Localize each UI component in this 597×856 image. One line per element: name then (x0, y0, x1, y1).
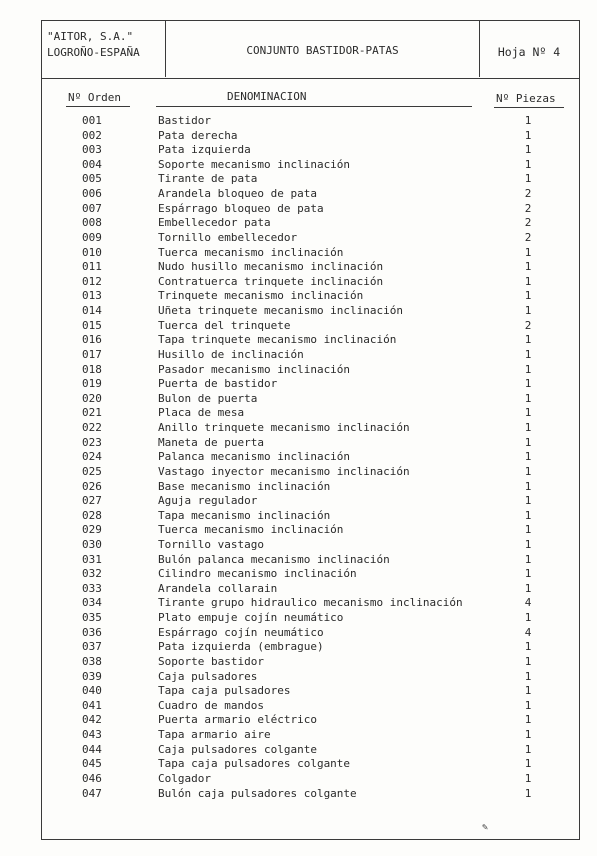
underline-piezas (494, 107, 564, 108)
table-row (0, 333, 597, 348)
row-piezas: 1 (524, 728, 532, 742)
table-row (0, 363, 597, 378)
row-piezas: 4 (524, 596, 532, 610)
row-orden: 008 (82, 216, 102, 230)
row-denominacion: Cilindro mecanismo inclinación (158, 567, 357, 581)
row-piezas: 2 (524, 201, 532, 215)
row-piezas: 4 (524, 625, 532, 639)
row-denominacion: Nudo husillo mecanismo inclinación (158, 260, 384, 274)
row-orden: 013 (82, 289, 102, 303)
table-row (0, 655, 597, 670)
row-denominacion: Plato empuje cojín neumático (158, 611, 344, 625)
row-denominacion: Tirante de pata (158, 172, 258, 186)
table-row (0, 172, 597, 187)
table-row (0, 202, 597, 217)
row-denominacion: Bulón caja pulsadores colgante (158, 786, 357, 800)
row-denominacion: Tornillo embellecedor (158, 230, 298, 244)
row-orden: 040 (82, 684, 102, 698)
row-piezas: 1 (524, 537, 532, 551)
row-piezas: 1 (524, 464, 532, 478)
table-row (0, 582, 597, 597)
table-row (0, 377, 597, 392)
table-row (0, 450, 597, 465)
row-orden: 030 (82, 537, 102, 551)
row-piezas: 1 (524, 757, 532, 771)
row-piezas: 1 (524, 479, 532, 493)
table-row (0, 509, 597, 524)
row-piezas: 2 (524, 230, 532, 244)
row-piezas: 1 (524, 333, 532, 347)
row-orden: 034 (82, 596, 102, 610)
row-piezas: 1 (524, 143, 532, 157)
row-piezas: 1 (524, 508, 532, 522)
row-piezas: 2 (524, 216, 532, 230)
table-row (0, 611, 597, 626)
row-orden: 023 (82, 435, 102, 449)
row-piezas: 1 (524, 640, 532, 654)
row-orden: 036 (82, 625, 102, 639)
row-piezas: 1 (524, 713, 532, 727)
row-piezas: 1 (524, 391, 532, 405)
table-row (0, 728, 597, 743)
row-orden: 033 (82, 581, 102, 595)
row-denominacion: Tirante grupo hidraulico mecanismo inclinación (158, 596, 463, 610)
row-orden: 011 (82, 260, 102, 274)
row-denominacion: Puerta armario eléctrico (158, 713, 317, 727)
row-orden: 039 (82, 669, 102, 683)
row-denominacion: Tapa caja pulsadores (158, 684, 291, 698)
row-denominacion: Espárrago bloqueo de pata (158, 201, 324, 215)
document-title: CONJUNTO BASTIDOR-PATAS (166, 20, 480, 77)
row-denominacion: Caja pulsadores (158, 669, 258, 683)
row-piezas: 1 (524, 684, 532, 698)
row-orden: 041 (82, 698, 102, 712)
row-denominacion: Cuadro de mandos (158, 698, 264, 712)
row-denominacion: Contratuerca trinquete inclinación (158, 274, 384, 288)
row-denominacion: Uñeta trinquete mecanismo inclinación (158, 304, 404, 318)
row-orden: 047 (82, 786, 102, 800)
row-orden: 020 (82, 391, 102, 405)
row-denominacion: Pasador mecanismo inclinación (158, 362, 351, 376)
row-orden: 043 (82, 728, 102, 742)
row-denominacion: Pata derecha (158, 128, 238, 142)
row-orden: 004 (82, 157, 102, 171)
column-header-piezas: Nº Piezas (496, 92, 556, 105)
row-piezas: 1 (524, 347, 532, 361)
table-row (0, 275, 597, 290)
row-orden: 029 (82, 523, 102, 537)
row-piezas: 1 (524, 611, 532, 625)
row-denominacion: Caja pulsadores colgante (158, 742, 317, 756)
row-denominacion: Tapa caja pulsadores colgante (158, 757, 351, 771)
row-denominacion: Soporte bastidor (158, 654, 264, 668)
row-orden: 027 (82, 494, 102, 508)
table-row (0, 319, 597, 334)
underline-orden (66, 106, 130, 107)
table-row (0, 129, 597, 144)
row-orden: 032 (82, 567, 102, 581)
row-piezas: 1 (524, 260, 532, 274)
row-orden: 005 (82, 172, 102, 186)
table-row (0, 684, 597, 699)
row-orden: 007 (82, 201, 102, 215)
table-row (0, 772, 597, 787)
table-row (0, 699, 597, 714)
row-denominacion: Pata izquierda (158, 143, 251, 157)
table-row (0, 421, 597, 436)
row-orden: 028 (82, 508, 102, 522)
table-row (0, 787, 597, 802)
row-orden: 022 (82, 421, 102, 435)
table-row (0, 406, 597, 421)
row-orden: 006 (82, 187, 102, 201)
header-band (41, 20, 580, 79)
row-denominacion: Pata izquierda (embrague) (158, 640, 324, 654)
row-orden: 012 (82, 274, 102, 288)
row-piezas: 1 (524, 654, 532, 668)
row-piezas: 1 (524, 172, 532, 186)
row-orden: 042 (82, 713, 102, 727)
row-orden: 026 (82, 479, 102, 493)
row-denominacion: Aguja regulador (158, 494, 258, 508)
row-denominacion: Vastago inyector mecanismo inclinación (158, 464, 410, 478)
table-row (0, 567, 597, 582)
row-denominacion: Bulón palanca mecanismo inclinación (158, 552, 390, 566)
row-orden: 018 (82, 362, 102, 376)
row-orden: 003 (82, 143, 102, 157)
row-denominacion: Husillo de inclinación (158, 347, 304, 361)
row-orden: 031 (82, 552, 102, 566)
row-orden: 045 (82, 757, 102, 771)
row-orden: 009 (82, 230, 102, 244)
row-piezas: 1 (524, 771, 532, 785)
row-orden: 035 (82, 611, 102, 625)
row-orden: 017 (82, 347, 102, 361)
table-row (0, 757, 597, 772)
table-row (0, 480, 597, 495)
row-orden: 015 (82, 318, 102, 332)
table-row (0, 553, 597, 568)
row-piezas: 1 (524, 304, 532, 318)
row-orden: 038 (82, 654, 102, 668)
row-piezas: 1 (524, 406, 532, 420)
row-denominacion: Puerta de bastidor (158, 377, 278, 391)
row-piezas: 1 (524, 114, 532, 127)
row-orden: 025 (82, 464, 102, 478)
table-row (0, 260, 597, 275)
row-piezas: 1 (524, 377, 532, 391)
row-denominacion: Tornillo vastago (158, 537, 264, 551)
row-piezas: 2 (524, 318, 532, 332)
row-denominacion: Embellecedor pata (158, 216, 271, 230)
row-piezas: 1 (524, 581, 532, 595)
row-orden: 019 (82, 377, 102, 391)
row-piezas: 1 (524, 421, 532, 435)
table-row (0, 465, 597, 480)
table-row (0, 713, 597, 728)
table-row (0, 246, 597, 261)
row-denominacion: Maneta de puerta (158, 435, 264, 449)
row-denominacion: Soporte mecanismo inclinación (158, 157, 351, 171)
row-piezas: 1 (524, 567, 532, 581)
row-denominacion: Tuerca mecanismo inclinación (158, 245, 344, 259)
row-piezas: 1 (524, 128, 532, 142)
table-row (0, 538, 597, 553)
row-denominacion: Arandela bloqueo de pata (158, 187, 317, 201)
row-denominacion: Espárrago cojín neumático (158, 625, 324, 639)
row-denominacion: Palanca mecanismo inclinación (158, 450, 351, 464)
table-row (0, 143, 597, 158)
sheet-number: Hoja Nº 4 (497, 45, 561, 59)
table-row (0, 392, 597, 407)
row-piezas: 1 (524, 362, 532, 376)
ink-mark: ✎ (482, 822, 489, 833)
row-piezas: 1 (524, 742, 532, 756)
row-piezas: 2 (524, 187, 532, 201)
table-row (0, 289, 597, 304)
row-denominacion: Bulon de puerta (158, 391, 258, 405)
row-piezas: 1 (524, 435, 532, 449)
row-orden: 001 (82, 114, 102, 127)
row-orden: 002 (82, 128, 102, 142)
row-denominacion: Tuerca del trinquete (158, 318, 291, 332)
row-orden: 016 (82, 333, 102, 347)
row-orden: 037 (82, 640, 102, 654)
row-orden: 044 (82, 742, 102, 756)
table-row (0, 596, 597, 611)
company-name: "AITOR, S.A." (47, 30, 134, 43)
table-row (0, 216, 597, 231)
row-piezas: 1 (524, 669, 532, 683)
table-row (0, 743, 597, 758)
row-piezas: 1 (524, 786, 532, 800)
table-row (0, 114, 597, 129)
table-row (0, 158, 597, 173)
row-orden: 010 (82, 245, 102, 259)
row-orden: 014 (82, 304, 102, 318)
row-denominacion: Arandela collarain (158, 581, 278, 595)
row-denominacion: Trinquete mecanismo inclinación (158, 289, 364, 303)
row-piezas: 1 (524, 698, 532, 712)
column-header-orden: Nº Orden (68, 91, 121, 104)
row-piezas: 1 (524, 289, 532, 303)
row-piezas: 1 (524, 523, 532, 537)
row-denominacion: Colgador (158, 771, 211, 785)
row-piezas: 1 (524, 274, 532, 288)
row-piezas: 1 (524, 450, 532, 464)
table-row (0, 436, 597, 451)
row-denominacion: Anillo trinquete mecanismo inclinación (158, 421, 410, 435)
underline-denominacion (156, 106, 472, 107)
row-denominacion: Bastidor (158, 114, 211, 127)
row-orden: 046 (82, 771, 102, 785)
row-orden: 021 (82, 406, 102, 420)
table-row (0, 187, 597, 202)
row-orden: 024 (82, 450, 102, 464)
row-piezas: 1 (524, 552, 532, 566)
table-row (0, 640, 597, 655)
row-piezas: 1 (524, 494, 532, 508)
column-header-denominacion: DENOMINACION (227, 90, 307, 103)
table-row (0, 494, 597, 509)
row-denominacion: Tapa trinquete mecanismo inclinación (158, 333, 397, 347)
table-row (0, 626, 597, 641)
row-denominacion: Placa de mesa (158, 406, 245, 420)
row-denominacion: Tuerca mecanismo inclinación (158, 523, 344, 537)
row-piezas: 1 (524, 157, 532, 171)
company-box (41, 20, 166, 77)
table-row (0, 231, 597, 246)
table-row (0, 670, 597, 685)
table-row (0, 304, 597, 319)
row-denominacion: Tapa mecanismo inclinación (158, 508, 331, 522)
row-denominacion: Tapa armario aire (158, 728, 271, 742)
company-location: LOGROÑO-ESPAÑA (47, 46, 140, 59)
row-denominacion: Base mecanismo inclinación (158, 479, 331, 493)
row-piezas: 1 (524, 245, 532, 259)
table-row (0, 348, 597, 363)
table-row (0, 523, 597, 538)
